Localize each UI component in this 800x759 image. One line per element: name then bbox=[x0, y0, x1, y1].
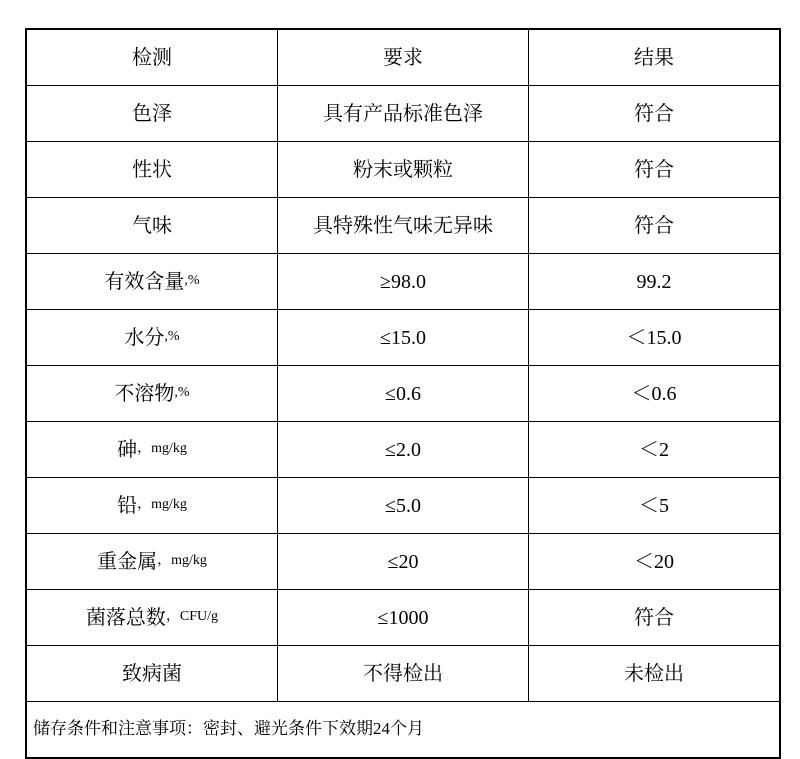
item-unit: ,% bbox=[184, 273, 200, 289]
item-name: 性状 bbox=[132, 158, 172, 181]
cell-result bbox=[529, 590, 781, 646]
requirement-text: ≤20 bbox=[387, 550, 419, 573]
cell-requirement bbox=[278, 478, 529, 534]
requirement-text: ≤0.6 bbox=[385, 382, 421, 405]
cell-item bbox=[26, 590, 278, 646]
item-unit: ,% bbox=[164, 329, 180, 345]
requirement-text: 具特殊性气味无异味 bbox=[313, 214, 493, 237]
item-text bbox=[27, 534, 277, 589]
table-row bbox=[26, 198, 780, 254]
table-row bbox=[26, 590, 780, 646]
result-text: ＜20 bbox=[634, 550, 674, 573]
item-text bbox=[27, 422, 277, 477]
item-text bbox=[27, 86, 277, 141]
cell-item bbox=[26, 254, 278, 310]
item-text bbox=[27, 142, 277, 197]
table-row bbox=[26, 254, 780, 310]
item-text bbox=[27, 590, 277, 645]
header-cell-result bbox=[529, 29, 781, 86]
result-text: ＜15.0 bbox=[626, 326, 682, 349]
cell-result bbox=[529, 310, 781, 366]
item-name: 有效含量 bbox=[104, 270, 185, 293]
item-unit: ，CFU/g bbox=[165, 609, 219, 625]
result-text: ＜2 bbox=[639, 438, 669, 461]
item-unit: ，mg/kg bbox=[157, 553, 207, 569]
cell-requirement bbox=[278, 422, 529, 478]
item-name: 砷 bbox=[117, 438, 138, 461]
cell-item bbox=[26, 534, 278, 590]
cell-result bbox=[529, 366, 781, 422]
item-unit: ，mg/kg bbox=[137, 441, 187, 457]
requirement-text: ≤1000 bbox=[377, 606, 429, 629]
cell-item bbox=[26, 366, 278, 422]
cell-requirement bbox=[278, 590, 529, 646]
table-row bbox=[26, 86, 780, 142]
cell-requirement bbox=[278, 86, 529, 142]
requirement-text: 不得检出 bbox=[363, 662, 443, 685]
requirement-text: ≤15.0 bbox=[380, 326, 426, 349]
cell-item bbox=[26, 198, 278, 254]
cell-result bbox=[529, 254, 781, 310]
result-text: ＜5 bbox=[639, 494, 669, 517]
cell-requirement bbox=[278, 310, 529, 366]
specification-table bbox=[25, 28, 781, 759]
cell-item bbox=[26, 142, 278, 198]
item-unit: ，mg/kg bbox=[137, 497, 187, 513]
item-text bbox=[27, 478, 277, 533]
item-name: 气味 bbox=[132, 214, 172, 237]
table-header-row bbox=[26, 29, 780, 86]
table-row bbox=[26, 534, 780, 590]
table-body bbox=[26, 29, 780, 758]
cell-item bbox=[26, 422, 278, 478]
item-text bbox=[27, 646, 277, 701]
cell-requirement bbox=[278, 254, 529, 310]
result-text: 符合 bbox=[634, 158, 674, 181]
item-name: 菌落总数 bbox=[85, 606, 166, 629]
result-text: 符合 bbox=[634, 606, 674, 629]
cell-requirement bbox=[278, 646, 529, 702]
table-row bbox=[26, 366, 780, 422]
table-row bbox=[26, 646, 780, 702]
header-cell-item bbox=[26, 29, 278, 86]
cell-item bbox=[26, 310, 278, 366]
cell-result bbox=[529, 478, 781, 534]
cell-item bbox=[26, 478, 278, 534]
requirement-text: 粉末或颗粒 bbox=[353, 158, 453, 181]
item-text bbox=[27, 254, 277, 309]
item-text bbox=[27, 310, 277, 365]
item-name: 色泽 bbox=[132, 102, 172, 125]
result-text: 未检出 bbox=[624, 662, 684, 685]
item-text bbox=[27, 366, 277, 421]
item-name: 重金属 bbox=[97, 550, 158, 573]
cell-result bbox=[529, 142, 781, 198]
result-text: 符合 bbox=[634, 214, 674, 237]
cell-requirement bbox=[278, 366, 529, 422]
storage-note-text: 储存条件和注意事项：密封、避光条件下效期24个月 bbox=[33, 719, 424, 739]
header-requirement-label: 要求 bbox=[383, 46, 423, 69]
cell-item bbox=[26, 646, 278, 702]
requirement-text: 具有产品标准色泽 bbox=[323, 102, 483, 125]
cell-item bbox=[26, 86, 278, 142]
item-name: 不溶物 bbox=[114, 382, 175, 405]
table-row bbox=[26, 142, 780, 198]
item-unit: ,% bbox=[174, 385, 190, 401]
cell-requirement bbox=[278, 142, 529, 198]
table-row bbox=[26, 310, 780, 366]
table-row bbox=[26, 478, 780, 534]
requirement-text: ≤2.0 bbox=[385, 438, 421, 461]
cell-result bbox=[529, 534, 781, 590]
item-text bbox=[27, 198, 277, 253]
header-item-label: 检测 bbox=[132, 46, 172, 69]
cell-requirement bbox=[278, 198, 529, 254]
result-text: 符合 bbox=[634, 102, 674, 125]
cell-result bbox=[529, 86, 781, 142]
result-text: ＜0.6 bbox=[631, 382, 677, 405]
item-name: 铅 bbox=[117, 494, 138, 517]
result-text: 99.2 bbox=[636, 270, 672, 293]
item-name: 致病菌 bbox=[122, 662, 182, 685]
cell-requirement bbox=[278, 534, 529, 590]
cell-result bbox=[529, 422, 781, 478]
cell-result bbox=[529, 646, 781, 702]
cell-result bbox=[529, 198, 781, 254]
requirement-text: ≤5.0 bbox=[385, 494, 421, 517]
header-cell-requirement bbox=[278, 29, 529, 86]
table-row bbox=[26, 422, 780, 478]
header-result-label: 结果 bbox=[634, 46, 674, 69]
item-name: 水分 bbox=[124, 326, 165, 349]
requirement-text: ≥98.0 bbox=[380, 270, 426, 293]
